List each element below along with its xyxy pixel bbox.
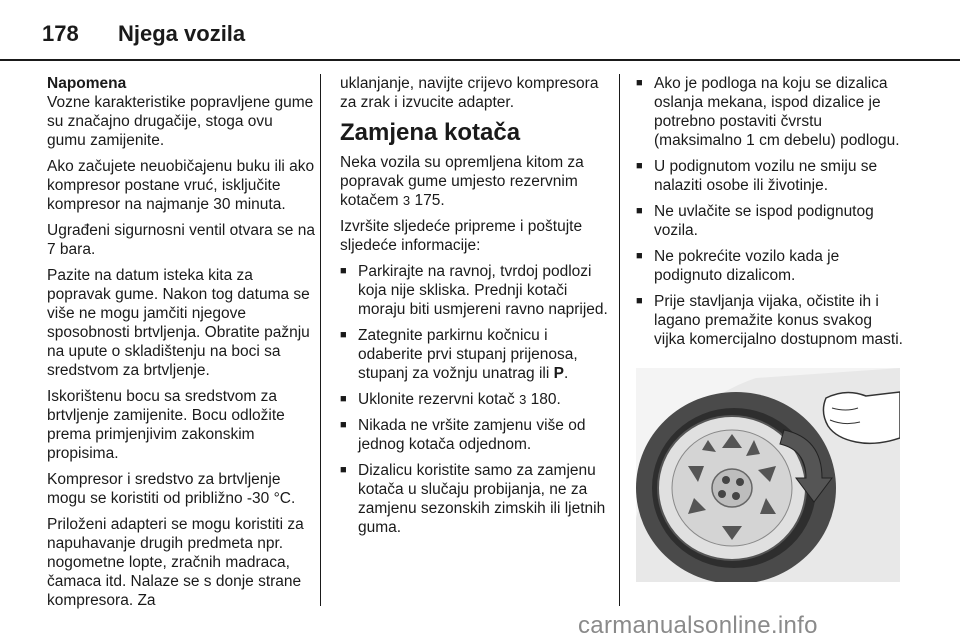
note-paragraph	[47, 74, 315, 150]
note-text: Vozne karakteristike popravljene gume su značajno drugačije, stoga ovu gumu zamijenite.	[47, 94, 314, 149]
list-item-text: Uklonite rezervni kotač	[358, 391, 515, 408]
list-item: ■ Parkirajte na ravnoj, tvrdoj podlozi koja nije skliska. Prednji kotači moraju biti usmjereni ravno naprijed.	[340, 262, 608, 319]
list-item-end: .	[563, 365, 569, 382]
header-rule	[0, 59, 960, 61]
column-divider	[320, 74, 321, 606]
safety-list	[636, 74, 904, 349]
wheel-cover-illustration	[636, 368, 900, 582]
page-header	[42, 14, 245, 54]
list-item: ■ Ne pokrećite vozilo kada je podignuto dizalicom.	[636, 247, 904, 285]
page-number: 178	[42, 21, 79, 46]
preparation-list	[340, 262, 608, 537]
list-item: ■ Nikada ne vršite zamjenu više od jednog kotača odjednom.	[340, 416, 608, 454]
section-heading: Zamjena kotača	[340, 119, 521, 146]
page-ref-link[interactable]: 180.	[530, 391, 561, 408]
paragraph-adapters: Priloženi adapteri se mogu koristiti za napuhavanje drugih predmeta npr. nogometne lopte, zračnih madraca, čamaca itd. Nalaze se s donje strane kompresora. Za	[47, 516, 304, 609]
list-item: ■ Ako je podloga na koju se dizalica oslanja mekana, ispod dizalice je potrebno postaviti čvrstu (maksimalno 1 cm debelu) podlogu.	[636, 74, 904, 150]
intro-text: Neka vozila su opremljena kitom za popravak gume umjesto rezervnim kotačem	[340, 154, 584, 209]
paragraph-continuation: uklanjanje, navijte crijevo kompresora za zrak i izvucite adapter.	[340, 75, 599, 111]
list-item-text: Zategnite parkirnu kočnicu i odaberite prvi stupanj prijenosa, stupanj za vožnju unatrag ili	[358, 327, 578, 382]
section-title: Njega vozila	[118, 21, 246, 46]
paragraph-temperature: Kompresor i sredstvo za brtvljenje mogu se koristiti od približno -30 °C.	[47, 471, 296, 507]
paragraph-expiry: Pazite na datum isteka kita za popravak gume. Nakon tog datuma se više ne mogu jamčiti njegove sposobnosti brtvljenja. Obratite pažnju na upute o skladištenju na boci sa sredstvom za brtvljenje.	[47, 267, 310, 379]
column-2	[340, 74, 608, 544]
paragraph-disposal: Iskorištenu bocu sa sredstvom za brtvljenje zamijenite. Bocu odložite prema primjenjivim zakonskim propisima.	[47, 388, 285, 462]
list-item: ■ U podignutom vozilu ne smiju se nalaziti osobe ili životinje.	[636, 157, 904, 195]
page-ref-link[interactable]: 175.	[414, 192, 445, 209]
page-ref-icon: 3	[402, 193, 411, 208]
paragraph-intro	[340, 153, 608, 210]
list-item: ■ Ne uvlačite se ispod podignutog vozila.	[636, 202, 904, 240]
column-3	[636, 74, 904, 356]
column-divider	[619, 74, 620, 606]
note-title: Napomena	[47, 75, 127, 92]
paragraph-noise: Ako začujete neuobičajenu buku ili ako kompresor postane vruć, isključite kompresor na najmanje 30 minuta.	[47, 158, 315, 213]
column-1	[47, 74, 315, 617]
paragraph-preparation: Izvršite sljedeće pripreme i poštujte sljedeće informacije:	[340, 218, 583, 254]
watermark: carmanualsonline.info	[578, 612, 818, 639]
list-item	[340, 326, 608, 383]
list-item: ■ Prije stavljanja vijaka, očistite ih i lagano premažite konus svakog vijka komercijalno dostupnom masti.	[636, 292, 904, 349]
list-item	[340, 390, 608, 409]
gear-label-p: P	[553, 365, 564, 382]
list-item: ■ Dizalicu koristite samo za zamjenu kotača u slučaju probijanja, ne za zamjenu sezonskih zimskih ili ljetnih guma.	[340, 461, 608, 537]
paragraph-safety-valve: Ugrađeni sigurnosni ventil otvara se na 7 bara.	[47, 222, 315, 258]
page-ref-icon: 3	[519, 392, 527, 407]
